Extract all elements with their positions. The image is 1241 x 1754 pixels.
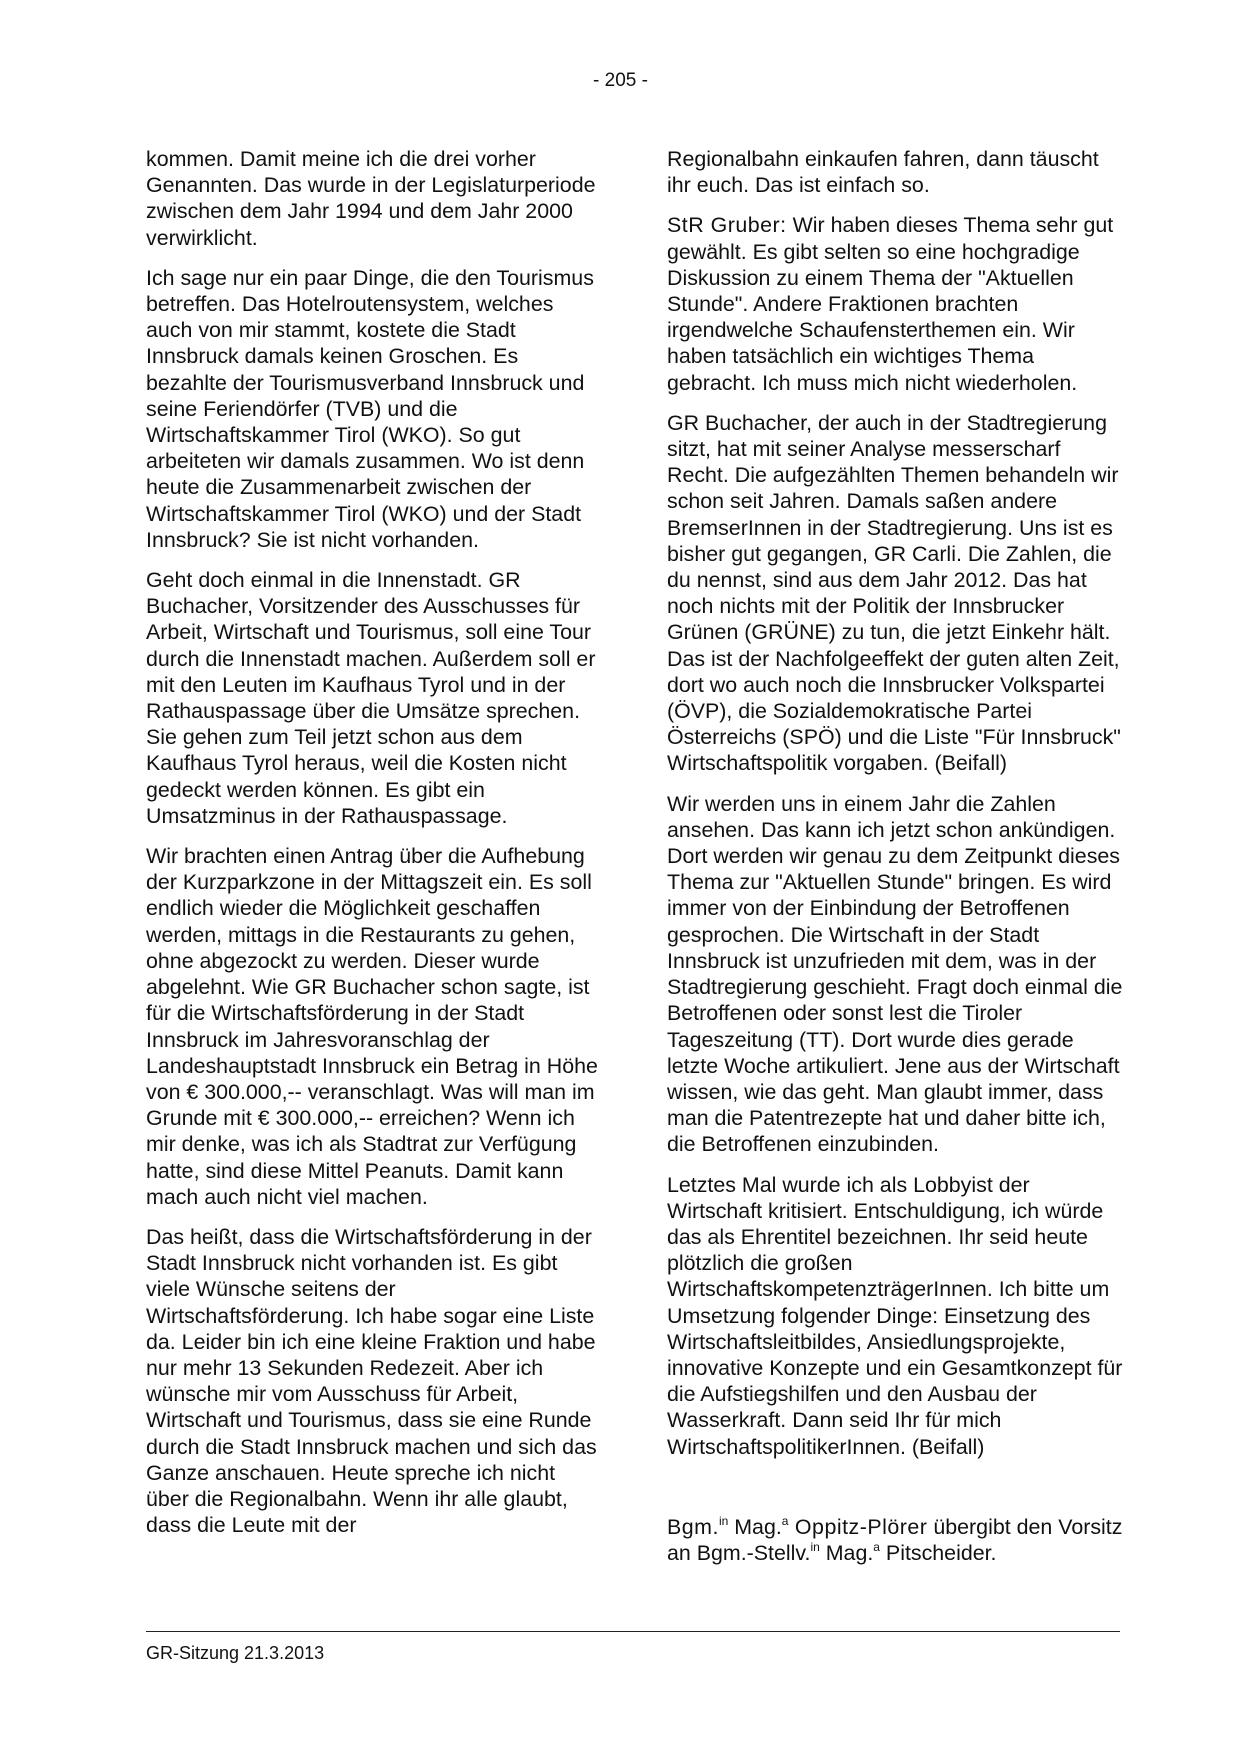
right-column [667,146,1127,1580]
note-person-name: Oppitz-Plörer [788,1514,928,1539]
note-superscript: a [873,1539,880,1554]
left-column [146,146,602,1552]
paragraph: Ich sage nur ein paar Dinge, die den Tourismus betreffen. Das Hotelroutensystem, welches auch von mir stammt, kostete die Stadt Innsbruck damals keinen Groschen. Es bezahlte der Tourismusverband Innsbruck und seine Feriendörfer (TVB) und die Wirtschaftskammer Tirol (WKO). So gut arbeiteten wir damals zusammen. Wo ist denn heute die Zusammenarbeit zwischen der Wirtschaftskammer Tirol (WKO) und der Stadt Innsbruck? Sie ist nicht vorhanden. [146,265,594,552]
paragraph [667,212,1127,395]
paragraph: GR Buchacher, der auch in der Stadtregierung sitzt, hat mit seiner Analyse messerscharf Recht. Die aufgezählten Themen behandeln wir schon seit Jahren. Damals saßen andere BremserInnen in der Stadtregierung. Uns ist es bisher gut gegangen, GR Carli. Die Zahlen, die du nennst, sind aus dem Jahr 2012. Das hat noch nichts mit der Politik der Innsbrucker Grünen (GRÜNE) zu tun, die jetzt Einkehr hält. Das ist der Nachfolgeeffekt der guten alten Zeit, dort wo auch noch die Innsbrucker Volkspartei (ÖVP), die Sozialdemokratische Partei Österreichs (SPÖ) und die Liste "Für Innsbruck" Wirtschaftspolitik vorgaben. (Beifall) [667,410,1121,776]
note-superscript: a [781,1513,789,1528]
note-title: Mag. [819,1540,874,1565]
paragraph: Letztes Mal wurde ich als Lobbyist der Wirtschaft kritisiert. Entschuldigung, ich würde das als Ehrentitel bezeichnen. Ihr seid heute plötzlich die großen WirtschaftskompetenzträgerInnen. Ich bitte um Umsetzung folgender Dinge: Einsetzung des Wirtschaftsleitbildes, Ansiedlungsprojekte, innovative Konzepte und ein Gesamtkonzept für die Aufstiegshilfen und den Ausbau der Wasserkraft. Dann seid Ihr für mich WirtschaftspolitikerInnen. (Beifall) [667,1172,1123,1459]
paragraph: Das heißt, dass die Wirtschaftsförderung in der Stadt Innsbruck nicht vorhanden ist. Es gibt viele Wünsche seitens der Wirtschaftsförderung. Ich habe sogar eine Liste da. Leider bin ich eine kleine Fraktion und habe nur mehr 13 Sekunden Redezeit. Aber ich wünsche mir vom Ausschuss für Arbeit, Wirtschaft und Tourismus, dass sie eine Runde durch die Stadt Innsbruck machen und sich das Ganze anschauen. Heute spreche ich nicht über die Regionalbahn. Wenn ihr alle glaubt, dass die Leute mit der [146,1224,597,1538]
footer-divider [146,1631,1120,1632]
note-person-name: Pitscheider. [879,1540,997,1565]
paragraph: Geht doch einmal in die Innenstadt. GR Buchacher, Vorsitzender des Ausschusses für Arbeit, Wirtschaft und Tourismus, soll eine Tour durch die Innenstadt machen. Außerdem soll er mit den Leuten im Kaufhaus Tyrol und in der Rathauspassage über die Umsätze sprechen. Sie gehen zum Teil jetzt schon aus dem Kaufhaus Tyrol heraus, weil die Kosten nicht gedeckt werden können. Es gibt ein Umsatzminus in der Rathauspassage. [146,568,596,828]
speech-text: Wir haben dieses Thema sehr gut gewählt. Es gibt selten so eine hochgradige Diskussion zu einem Thema der "Aktuellen Stunde". Andere Fraktionen brachten irgendwelche Schaufensterthemen ein. Wir haben tatsächlich ein wichtiges Thema gebracht. Ich muss mich nicht wiederholen. [667,213,1114,395]
note-title: Mag. [728,1514,782,1539]
speaker-name: StR Gruber: [667,213,787,238]
footer-session-label: GR-Sitzung 21.3.2013 [146,1643,325,1663]
note-title: Bgm. [667,1514,719,1539]
chair-handover-note [667,1514,1127,1566]
paragraph: kommen. Damit meine ich die drei vorher Genannten. Das wurde in der Legislaturperiode zwischen dem Jahr 1994 und dem Jahr 2000 verwirklicht. [146,147,596,250]
paragraph: Wir werden uns in einem Jahr die Zahlen ansehen. Das kann ich jetzt schon ankündigen. Dort werden wir genau zu dem Zeitpunkt dieses Thema zur "Aktuellen Stunde" bringen. Es wird immer von der Einbindung der Betroffenen gesprochen. Die Wirtschaft in der Stadt Innsbruck ist unzufrieden mit dem, was in der Stadtregierung geschieht. Fragt doch einmal die Betroffenen oder sonst lest die Tiroler Tageszeitung (TT). Dort wurde dies gerade letzte Woche artikuliert. Jene aus der Wirtschaft wissen, wie das geht. Man glaubt immer, dass man die Patentrezepte hat und daher bitte ich, die Betroffenen einzubinden. [667,791,1123,1157]
note-superscript: in [810,1539,820,1554]
spacer [667,1474,1127,1514]
note-text: übergibt den Vorsitz an Bgm.-Stellv. [667,1514,1123,1565]
paragraph: Regionalbahn einkaufen fahren, dann täuscht ihr euch. Das ist einfach so. [667,147,1099,198]
page-number: - 205 - [593,70,648,91]
paragraph: Wir brachten einen Antrag über die Aufhebung der Kurzparkzone in der Mittagszeit ein. Es soll endlich wieder die Möglichkeit geschaffen werden, mittags in die Restaurants zu gehen, ohne abgezockt zu werden. Dieser wurde abgelehnt. Wie GR Buchacher schon sagte, ist für die Wirtschaftsförderung in der Stadt Innsbruck im Jahresvoranschlag der Landeshauptstadt Innsbruck ein Betrag in Höhe von € 300.000,-- veranschlagt. Was will man im Grunde mit € 300.000,-- erreichen? Wenn ich mir denke, was ich als Stadtrat zur Verfügung hatte, sind diese Mittel Peanuts. Damit kann mach auch nicht viel machen. [146,844,598,1209]
note-superscript: in [718,1513,729,1528]
